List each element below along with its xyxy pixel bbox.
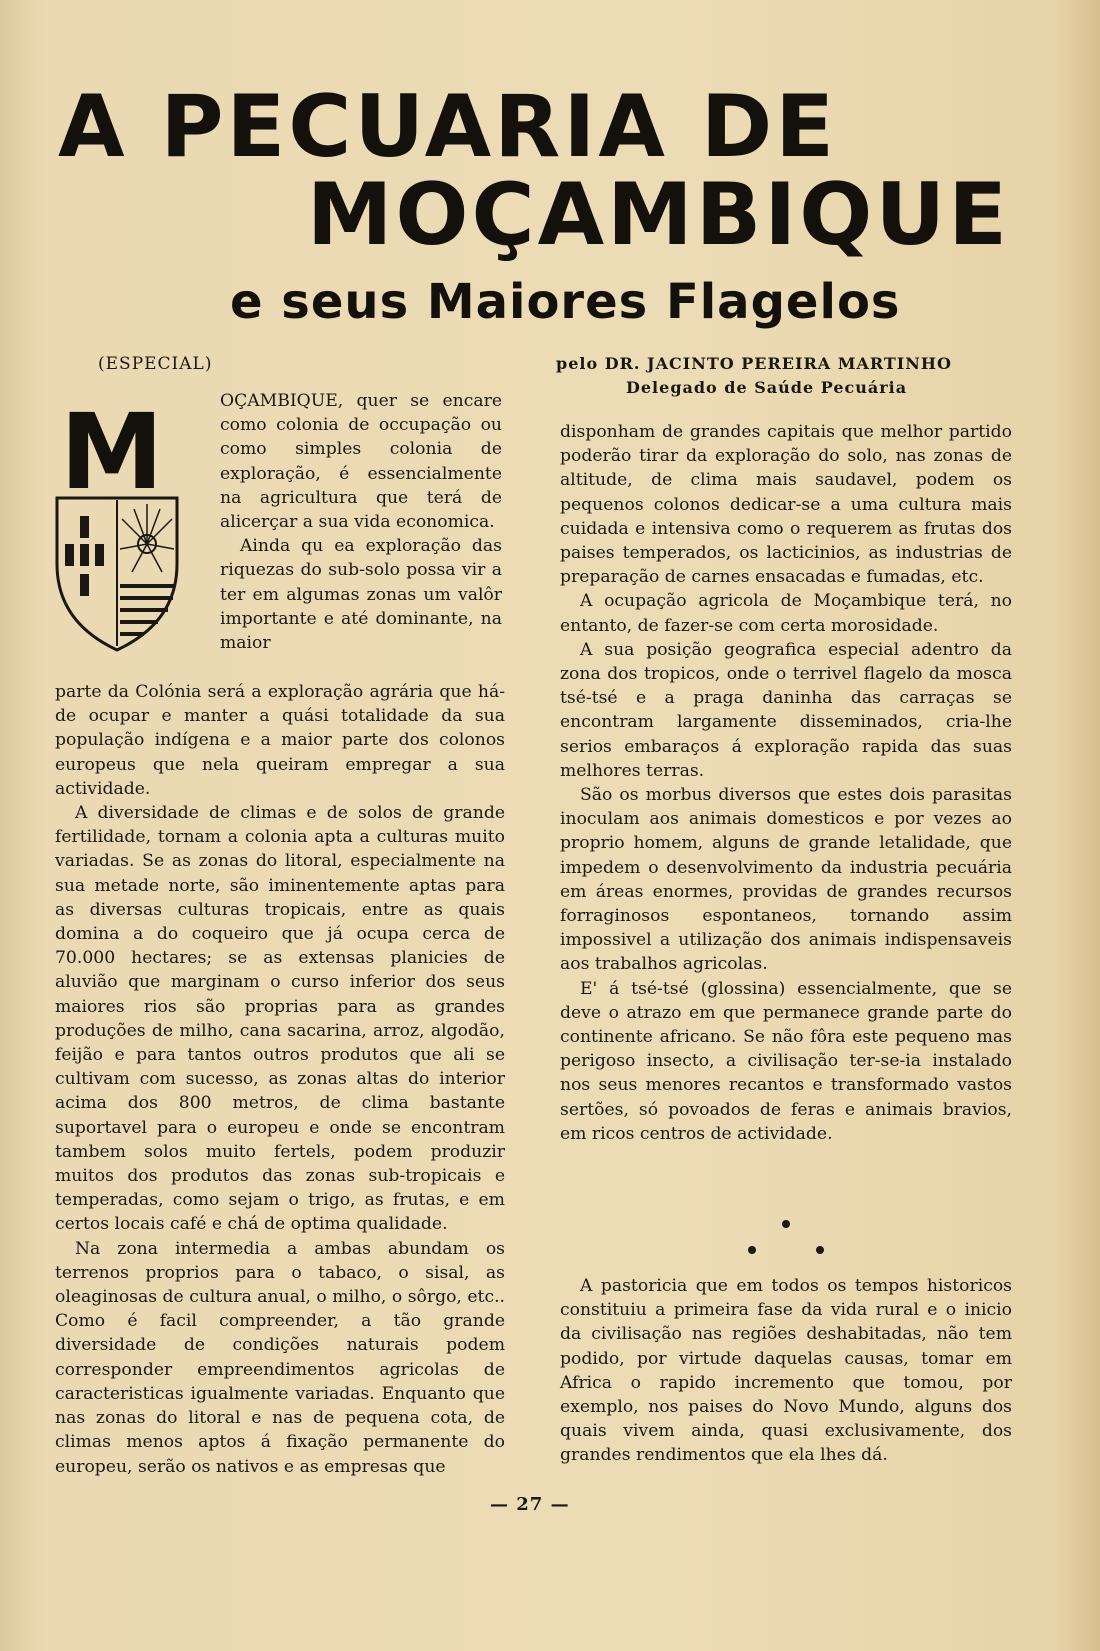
paragraph: Na zona intermedia a ambas abundam os terrenos proprios para o tabaco, o sisal, as oleaginosas de cultura anual, o milho, o sôrgo, etc.. Como é facil compreender, a tão grande diversidade de condições naturais podem corresponder empreendimentos agricolas de caracteristicas igualmente variadas. Enquanto que nas zonas do litoral e nas de pequena cota, de climas menos aptos á fixação permanente do europeu, serão os nativos e as empresas que: [55, 1238, 505, 1477]
article-tag: (ESPECIAL): [98, 354, 213, 374]
drop-cap: M: [60, 391, 164, 513]
paragraph: A ocupação agricola de Moçambique terá, no entanto, de fazer-se com certa morosidade.: [560, 591, 1012, 636]
paragraph: parte da Colónia será a exploração agrária que há-de ocupar e manter a quási totalidade da sua população indígena e a maior parte dos colonos europeus que nela queiram empregar a sua actividade.: [55, 682, 505, 799]
right-column: [560, 420, 1012, 1146]
byline: [556, 352, 1016, 400]
paragraph: A diversidade de climas e de solos de grande fertilidade, tornam a colonia apta a culturas muito variadas. Se as zonas do litoral, especialmente na sua metade norte, são iminentemente aptas para as diversas culturas tropicais, entre as quais domina a do coqueiro que já ocupa cerca de 70.000 hectares; se as extensas planicies de aluvião que marginam o curso inferior dos seus maiores rios são proprias para as grandes produções de milho, cana sacarina, arroz, algodão, feijão e para tantos outros produtos que ali se cultivam com sucesso, as zonas altas do interior acima dos 800 metros, de clima bastante suportavel para o europeu e onde se encontram tambem solos muito fertels, podem produzir muitos dos produtos das zonas sub-tropicais e temperadas, como sejam o trigo, as frutas, e em certos locais café e chá de optima qualidade.: [55, 803, 505, 1235]
right-column-bottom: [560, 1274, 1012, 1468]
divider-dot: [782, 1220, 790, 1228]
page-number: — 27 —: [490, 1494, 570, 1515]
left-column-top: [220, 389, 502, 655]
article-title-line-2: MOÇAMBIQUE: [306, 165, 1010, 265]
divider-dot: [816, 1246, 824, 1254]
paragraph: E' á tsé-tsé (glossina) essencialmente, que se deve o atrazo em que permanece grande parte do continente africano. Se não fôra este pequeno mas perigoso insecto, a civilisação ter-se-ia instalado nos seus menores recantos e transformado vastos sertões, só povoados de feras e animais bravios, em ricos centros de actividade.: [560, 978, 1012, 1144]
article-title-line-1: A PECUARIA DE: [58, 77, 837, 177]
paragraph: disponham de grandes capitais que melhor partido poderão tirar da exploração do solo, nas zonas de altitude, de clima mais saudavel, podem os pequenos colonos dedicar-se a uma cultura mais cuidada e intensiva como o requerem as frutas dos paises temperados, os lacticinios, as industrias de preparação de carnes ensacadas e fumadas, etc.: [560, 422, 1012, 588]
author-role: Delegado de Saúde Pecuária: [626, 378, 908, 397]
article-subtitle: e seus Maiores Flagelos: [230, 274, 901, 330]
paragraph: OÇAMBIQUE, quer se encare como colonia de occupação ou como simples colonia de exploração, é essencialmente na agricultura que terá de alicerçar a sua vida economica.: [220, 391, 502, 533]
divider-dot: [748, 1246, 756, 1254]
coat-of-arms-icon: [52, 494, 182, 654]
paragraph: A sua posição geografica especial adentro da zona dos tropicos, onde o terrivel flagelo da mosca tsé-tsé e a praga daninha das carraças se encontram largamente disseminados, cria-lhe serios embaraços á exploração rapida das suas melhores terras.: [560, 639, 1012, 781]
left-column: [55, 680, 505, 1479]
section-divider-dots: [700, 1210, 860, 1280]
paragraph: A pastoricia que em todos os tempos historicos constituiu a primeira fase da vida rural e o inicio da civilisação nas regiões deshabitadas, não tem podido, por virtude daquelas causas, tomar em Africa o rapido incremento que tomou, por exemplo, nos paises do Novo Mundo, alguns dos quais vivem ainda, quasi exclusivamente, dos grandes rendimentos que ela lhes dá.: [560, 1276, 1012, 1466]
paragraph: Ainda qu ea exploração das riquezas do sub-solo possa vir a ter em algumas zonas um valôr importante e até dominante, na maior: [220, 536, 502, 654]
paragraph: São os morbus diversos que estes dois parasitas inoculam aos animais domesticos e por vezes ao proprio homem, alguns de grande letalidade, que impedem o desenvolvimento da industria pecuária em áreas enormes, providas de grandes recursos forraginosos espontaneos, tornando assim impossivel a utilização dos animais indispensaveis aos trabalhos agricolas.: [560, 785, 1012, 975]
author-name: pelo DR. JACINTO PEREIRA MARTINHO: [556, 354, 952, 373]
